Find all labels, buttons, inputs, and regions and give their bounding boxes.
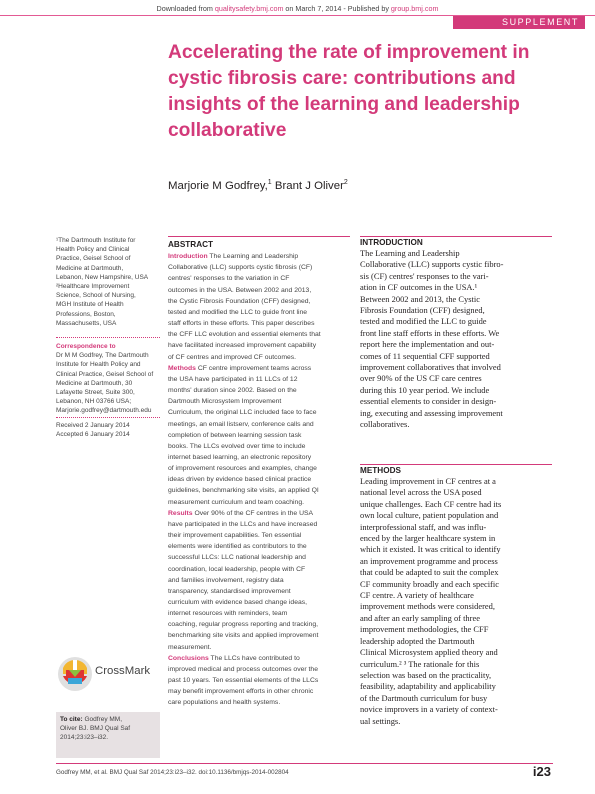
methods-line: interprofessional staff, and was influ-	[360, 521, 487, 532]
abstract-line	[168, 686, 350, 697]
methods-line: national level across the USA posed	[360, 487, 482, 498]
abstract-line-text: improved medical and process outcomes over the	[168, 665, 318, 673]
affiliation-line: ¹The Dartmouth Institute for	[56, 237, 136, 244]
methods-line: that could be adapted to suit the complex	[360, 567, 499, 578]
introduction-line: over 90% of the US CF care centres	[360, 373, 482, 384]
correspondence-label: Correspondence to	[56, 343, 116, 350]
introduction-line: Fibrosis Foundation (CFF) designed,	[360, 305, 485, 316]
abstract-line-text: guidelines, benchmarking site visits, an applied QI	[168, 487, 319, 495]
abstract-line	[168, 530, 350, 541]
correspondence-line: Lebanon, NH 03766 USA;	[56, 398, 132, 406]
abstract-line-text: Over 90% of the CF centres in the USA	[192, 509, 314, 517]
abstract-line	[168, 575, 350, 586]
affiliation-line: Massachusetts, USA	[56, 319, 117, 327]
methods-line: improvement methodologies, the CFF	[360, 624, 489, 635]
methods-line: feasibility, adaptability and applicability	[360, 681, 496, 692]
abstract-line-text: their improvement capabilities. Ten essential	[168, 532, 302, 540]
introduction-line: comes of 11 sequential CFF supported	[360, 350, 490, 361]
cite-line: 2014;23:i23–i32.	[60, 734, 109, 742]
methods-line: unique challenges. Each CF centre had its	[360, 498, 502, 509]
methods-line: enced by the larger healthcare system in	[360, 533, 496, 544]
sidebar-divider	[56, 417, 160, 418]
abstract-line-text: CF centre improvement teams across	[195, 364, 312, 372]
cite-line: Godfrey MM,	[82, 716, 123, 723]
abstract-line-text: transparency, standardised improvement	[168, 587, 291, 595]
footer-rule	[56, 763, 553, 764]
publisher-link[interactable]: group.bmj.com	[390, 4, 439, 13]
abstract-line-text: centres' responses to the variation in CF	[168, 275, 290, 283]
introduction-line: tested and modified the LLC to guide	[360, 316, 487, 327]
download-mid: on March 7, 2014 - Published by	[283, 4, 391, 13]
methods-line: leadership adopted the Dartmouth	[360, 635, 475, 646]
author-godfrey: Marjorie M Godfrey,	[168, 179, 268, 192]
abstract-line-text: of CF centres and improved CF outcomes.	[168, 353, 297, 361]
introduction-line: sis (CF) centres' responses to the vari-	[360, 270, 489, 281]
download-prefix: Downloaded from	[156, 4, 215, 13]
abstract-line-text: may benefit improvement efforts in other chronic	[168, 688, 314, 696]
abstract-line	[168, 675, 350, 686]
abstract-line	[168, 262, 350, 273]
methods-line: selection was based on the practicality,	[360, 669, 492, 680]
abstract-line	[168, 608, 350, 619]
abstract-line	[168, 307, 350, 318]
abstract-line-text: The Learning and Leadership	[207, 253, 299, 261]
methods-line: curriculum.² ³ The rationale for this	[360, 658, 480, 669]
correspondence-line: Medicine at Dartmouth, 30	[56, 379, 133, 387]
abstract-line-text: ideas driven by evidence based clinical practice	[168, 476, 312, 484]
abstract-line-text: internet based learning, an electronic repository	[168, 453, 312, 461]
affiliation-line: Science, School of Nursing,	[56, 292, 136, 300]
methods-line: and after an early sampling of three	[360, 612, 480, 623]
page-number: i23	[532, 764, 551, 779]
abstract	[168, 236, 350, 709]
abstract-line	[168, 396, 350, 407]
abstract-line-text: benchmarking site visits and applied improvement	[168, 632, 319, 640]
abstract-line-text: and families involvement, registry data	[168, 576, 284, 584]
abstract-line-text: staff efforts in these efforts. This paper describes	[168, 320, 315, 328]
abstract-line	[168, 664, 350, 675]
abstract-line-text: measurement curriculum and team coaching.	[168, 498, 305, 506]
correspondence-email[interactable]: Marjorie.godfrey@dartmouth.edu	[56, 407, 152, 415]
affiliation-line: ²Healthcare Improvement	[56, 283, 130, 291]
journal-site-link[interactable]: qualitysafety.bmj.com	[214, 4, 284, 13]
abstract-line	[168, 552, 350, 563]
affiliation-line: Professions, Boston,	[56, 310, 116, 318]
abstract-line-text: meetings, an email listserv, conference calls and	[168, 420, 314, 428]
accepted-date: Accepted 6 January 2014	[56, 431, 130, 439]
author-oliver: Brant J Oliver	[271, 179, 344, 192]
methods-line: own local culture, patient population and	[360, 510, 499, 521]
affiliation-line: Health Policy and Clinical	[56, 246, 130, 254]
abstract-line	[168, 541, 350, 552]
abstract-line-text: of improvement resources and examples, change	[168, 465, 317, 473]
abstract-line	[168, 485, 350, 496]
abstract-line-text: measurement.	[168, 643, 212, 651]
methods-line: Clinical Microsystem applied theory and	[360, 647, 498, 658]
abstract-line-text: books. The LLCs evolved over time to include	[168, 442, 306, 450]
introduction-line: The Learning and Leadership	[360, 248, 460, 258]
abstract-section-label: Introduction	[168, 253, 208, 261]
abstract-line	[168, 385, 350, 396]
introduction-line: Between 2002 and 2013, the Cystic	[360, 293, 480, 304]
methods-heading: METHODS	[360, 466, 401, 475]
methods-line: an improvement programme and process	[360, 555, 498, 566]
abstract-line-text: curriculum with evidence based change ideas,	[168, 599, 308, 606]
how-to-cite-box	[56, 712, 160, 758]
footer-citation: Godfrey MM, et al. BMJ Qual Saf 2014;23:i23–i32. doi:10.1136/bmjqs-2014-002804	[56, 769, 289, 776]
abstract-line	[168, 697, 350, 708]
methods-line: of the Dartmouth curriculum for busy	[360, 692, 488, 703]
abstract-body	[168, 251, 350, 708]
introduction-line: essential elements to consider in design-	[360, 396, 497, 407]
introduction-line: during this 10 year period. We include	[360, 384, 490, 395]
methods-section	[360, 464, 552, 727]
introduction-line: ing, executing and assessing improvement	[360, 407, 503, 418]
affiliations	[56, 236, 160, 328]
methods-line: novice improvers in a variety of context-	[360, 704, 498, 715]
abstract-line-text: have participated in the LLCs and have increased	[168, 520, 318, 528]
abstract-line-text: The LLCs have contributed to	[208, 654, 300, 662]
article-dates	[56, 421, 160, 439]
abstract-line	[168, 374, 350, 385]
abstract-section-label: Conclusions	[168, 654, 209, 662]
abstract-line	[168, 642, 350, 653]
correspondence-line: Lafayette Street, Suite 300,	[56, 389, 135, 397]
methods-line: which it existed. It was critical to identify	[360, 544, 501, 555]
abstract-line	[168, 329, 350, 340]
abstract-line-text: coaching, regular progress reporting and tracking,	[168, 621, 318, 629]
methods-line: CF community broadly and each specific	[360, 578, 499, 589]
methods-line: ual settings.	[360, 715, 401, 726]
abstract-line	[168, 474, 350, 485]
abstract-line	[168, 363, 350, 374]
abstract-line	[168, 419, 350, 430]
introduction-body	[360, 248, 552, 431]
abstract-line	[168, 441, 350, 452]
abstract-line-text: elements were identified as contributors to the	[168, 543, 307, 551]
abstract-line-text: care populations and health systems.	[168, 699, 281, 707]
crossmark-icon	[58, 657, 92, 691]
cite-line: Oliver BJ. BMJ Qual Saf	[60, 725, 131, 733]
abstract-line	[168, 452, 350, 463]
abstract-line	[168, 508, 350, 519]
abstract-line-text: completion of between learning session task	[168, 431, 302, 439]
abstract-line	[168, 407, 350, 418]
abstract-section-label: Results	[168, 509, 193, 517]
abstract-line-text: Dartmouth Microsystem Improvement	[168, 398, 282, 406]
correspondence-line: Dr M M Godfrey, The Dartmouth	[56, 352, 149, 360]
introduction-line: ation in CF outcomes in the USA.¹	[360, 282, 478, 293]
abstract-line	[168, 273, 350, 284]
methods-line: improvement methods were considered,	[360, 601, 495, 612]
abstract-line-text: successful LLCs: LLC national leadership and	[168, 554, 306, 562]
abstract-line	[168, 630, 350, 641]
methods-rule	[360, 464, 552, 465]
abstract-line-text: Curriculum, the original LLC included face to face	[168, 409, 317, 417]
introduction-line: collaboratives.	[360, 419, 410, 430]
abstract-line	[168, 564, 350, 575]
affiliation-line: MGH Institute of Health	[56, 301, 124, 309]
abstract-heading: ABSTRACT	[168, 240, 214, 249]
abstract-line	[168, 619, 350, 630]
abstract-line-text: outcomes in the USA. Between 2002 and 2013,	[168, 286, 312, 294]
abstract-line	[168, 285, 350, 296]
abstract-line	[168, 430, 350, 441]
methods-line: CF centre. A variety of healthcare	[360, 590, 474, 601]
abstract-line	[168, 519, 350, 530]
abstract-line	[168, 597, 350, 608]
download-notice	[0, 4, 595, 13]
correspondence-line: Institute for Health Policy and	[56, 361, 141, 369]
abstract-line-text: the USA have participated in 11 LLCs of 12	[168, 375, 298, 383]
introduction-line: improvement collaboratives that involved	[360, 362, 501, 373]
abstract-line-text: tested and modified the LLC to guide front line	[168, 308, 308, 316]
correspondence	[56, 342, 160, 416]
abstract-line	[168, 251, 350, 262]
author-oliver-affil: 2	[343, 179, 348, 186]
abstract-line-text: months' duration since 2002. Based on the	[168, 387, 297, 395]
author-godfrey-affil: 1	[267, 179, 272, 186]
supplement-banner: SUPPLEMENT	[453, 16, 585, 29]
abstract-line	[168, 340, 350, 351]
cite-label: To cite:	[60, 716, 83, 723]
abstract-line	[168, 296, 350, 307]
abstract-line-text: have facilitated increased improvement capability	[168, 342, 317, 350]
abstract-line	[168, 586, 350, 597]
abstract-rule	[168, 236, 350, 237]
abstract-line	[168, 318, 350, 329]
article-title: Accelerating the rate of improvement in cystic fibrosis care: contributions and insights of the learning and leadership collaborative	[168, 42, 530, 141]
introduction-rule	[360, 236, 552, 237]
correspondence-line: Clinical Practice, Geisel School of	[56, 370, 154, 378]
abstract-line	[168, 653, 350, 664]
abstract-section-label: Methods	[168, 364, 196, 372]
sidebar-divider	[56, 337, 160, 338]
abstract-line-text: the Cystic Fibrosis Foundation (CFF) designed,	[168, 297, 311, 305]
abstract-line-text: past 10 years. Ten essential elements of the LLCs	[168, 677, 319, 685]
methods-line: Leading improvement in CF centres at a	[360, 476, 496, 486]
abstract-line-text: the CFF LLC evolution and essential elements that	[168, 331, 321, 339]
abstract-line	[168, 352, 350, 363]
author-list	[168, 179, 348, 192]
introduction-line: Collaborative (LLC) supports cystic fibro-	[360, 259, 504, 270]
affiliation-line: Medicine at Dartmouth,	[56, 264, 124, 272]
abstract-line	[168, 497, 350, 508]
abstract-line-text: internet resources with reminders, team	[168, 610, 288, 618]
abstract-line-text: Collaborative (LLC) supports cystic fibrosis (CF)	[168, 264, 313, 272]
abstract-line-text: coordination, local leadership, people with CF	[168, 565, 306, 573]
introduction-line: front line staff efforts in these efforts. We	[360, 327, 500, 338]
methods-body	[360, 476, 552, 727]
affiliation-line: Practice, Geisel School of	[56, 255, 131, 263]
crossmark-label[interactable]: CrossMark	[95, 665, 151, 677]
introduction-section	[360, 236, 552, 431]
affiliation-line: Lebanon, New Hampshire, USA	[56, 273, 149, 281]
introduction-heading: INTRODUCTION	[360, 238, 423, 247]
introduction-line: report here the implementation and out-	[360, 339, 495, 350]
abstract-line	[168, 463, 350, 474]
received-date: Received 2 January 2014	[56, 422, 130, 429]
